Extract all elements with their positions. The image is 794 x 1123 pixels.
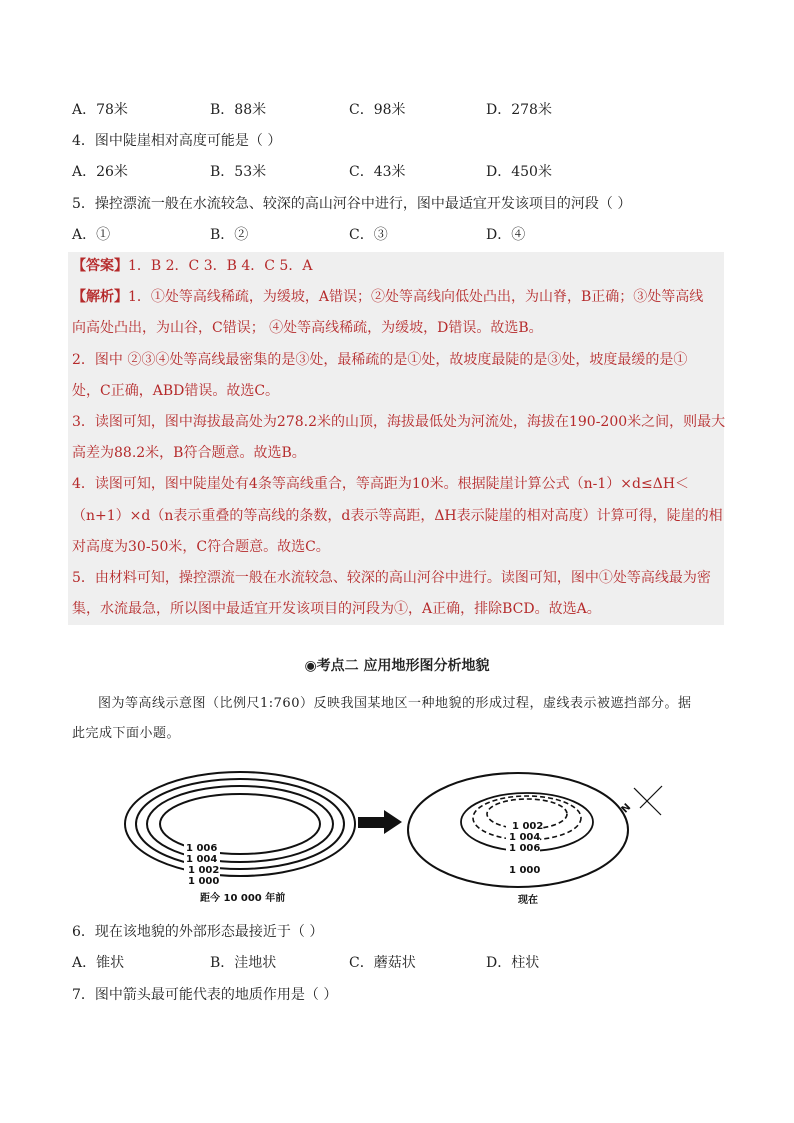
analysis-text-1: 1．①处等高线稀疏，为缓坡，A错误；②处等高线向低处凸出，为山脊，B正确；③处等高线 (128, 289, 704, 305)
q5-option-b: B．② (210, 227, 249, 243)
answer-label: 【答案】 (72, 258, 128, 274)
analysis-line-4: 处，C正确，ABD错误。故选C。 (72, 383, 280, 399)
analysis-label: 【解析】 (72, 289, 128, 305)
right-label-1006: 1 006 (509, 843, 541, 854)
q3-option-b: B．88米 (210, 102, 267, 118)
left-contour-map (125, 772, 355, 876)
analysis-line-7: 4．读图可知，图中陡崖处有4条等高线重合，等高距为10米。根据陡崖计算公式（n-1）×d≤ΔH＜ (72, 476, 690, 492)
left-caption: 距今 10 000 年前 (200, 893, 286, 904)
left-label-1004: 1 004 (186, 854, 218, 865)
left-contour-1002 (136, 779, 344, 869)
q6-option-a: A．锥状 (72, 955, 125, 971)
left-contour-1004 (147, 786, 333, 862)
q5-option-d: D．④ (486, 227, 526, 243)
intro-line-1: 图为等高线示意图（比例尺1:760）反映我国某地区一种地貌的形成过程，虚线表示被遮挡部分。据 (98, 696, 692, 711)
intro-line-2: 此完成下面小题。 (72, 726, 181, 741)
analysis-line-3: 2．图中 ②③④处等高线最密集的是③处，最稀疏的是①处，故坡度最陡的是③处，坡度最缓的是① (72, 352, 688, 368)
q3-option-a: A．78米 (72, 102, 128, 118)
q5-stem: 5．操控漂流一般在水流较急、较深的高山河谷中进行，图中最适宜开发该项目的河段（ ） (72, 196, 632, 212)
north-label: N (619, 801, 634, 816)
q6-option-b: B．洼地状 (210, 955, 277, 971)
left-label-1000: 1 000 (188, 876, 220, 887)
analysis-line-1 (72, 287, 703, 307)
q5-option-a: A．① (72, 227, 111, 243)
contour-figure (110, 770, 680, 912)
q4-option-b: B．53米 (210, 164, 267, 180)
process-arrow (358, 810, 402, 834)
answer-line (72, 256, 312, 276)
intro-text (72, 689, 722, 749)
section-title: ◉考点二 应用地形图分析地貌 (304, 658, 490, 674)
analysis-line-11: 集，水流最急，所以图中最适宜开发该项目的河段为①，A正确，排除BCD。故选A。 (72, 601, 601, 617)
analysis-line-6: 高差为88.2米，B符合题意。故选B。 (72, 445, 306, 461)
q6-stem: 6．现在该地貌的外部形态最接近于（ ） (72, 924, 324, 940)
analysis-line-5: 3．读图可知，图中海拔最高处为278.2米的山顶，海拔最低处为河流处，海拔在190-200米之间，则最大 (72, 414, 726, 430)
right-caption: 现在 (518, 895, 538, 906)
q6-option-d: D．柱状 (486, 955, 540, 971)
right-label-1002: 1 002 (512, 821, 544, 832)
north-arrow-icon (634, 786, 662, 815)
q4-stem: 4．图中陡崖相对高度可能是（ ） (72, 133, 282, 149)
analysis-line-10: 5．由材料可知，操控漂流一般在水流较急、较深的高山河谷中进行。读图可知，图中①处等高线最为密 (72, 570, 711, 586)
left-label-1002: 1 002 (188, 865, 220, 876)
q4-option-a: A．26米 (72, 164, 128, 180)
right-label-1000: 1 000 (509, 865, 541, 876)
q3-option-d: D．278米 (486, 102, 552, 118)
left-label-1006: 1 006 (186, 843, 218, 854)
q6-option-c: C．蘑菇状 (349, 955, 416, 971)
analysis-line-8: （n+1）×d（n表示重叠的等高线的条数，d表示等高距，ΔH表示陡崖的相对高度）计算可得，陡崖的相 (72, 508, 723, 524)
analysis-line-2: 向高处凸出，为山谷，C错误； ④处等高线稀疏，为缓坡，D错误。故选B。 (72, 320, 543, 336)
analysis-line-9: 对高度为30-50米，C符合题意。故选C。 (72, 539, 330, 555)
q4-option-d: D．450米 (486, 164, 552, 180)
right-label-1004: 1 004 (509, 832, 541, 843)
q5-option-c: C．③ (349, 227, 388, 243)
answer-text: 1．B 2．C 3．B 4．C 5．A (128, 258, 313, 274)
q4-option-c: C．43米 (349, 164, 406, 180)
q3-option-c: C．98米 (349, 102, 406, 118)
q7-stem: 7．图中箭头最可能代表的地质作用是（ ） (72, 987, 338, 1003)
